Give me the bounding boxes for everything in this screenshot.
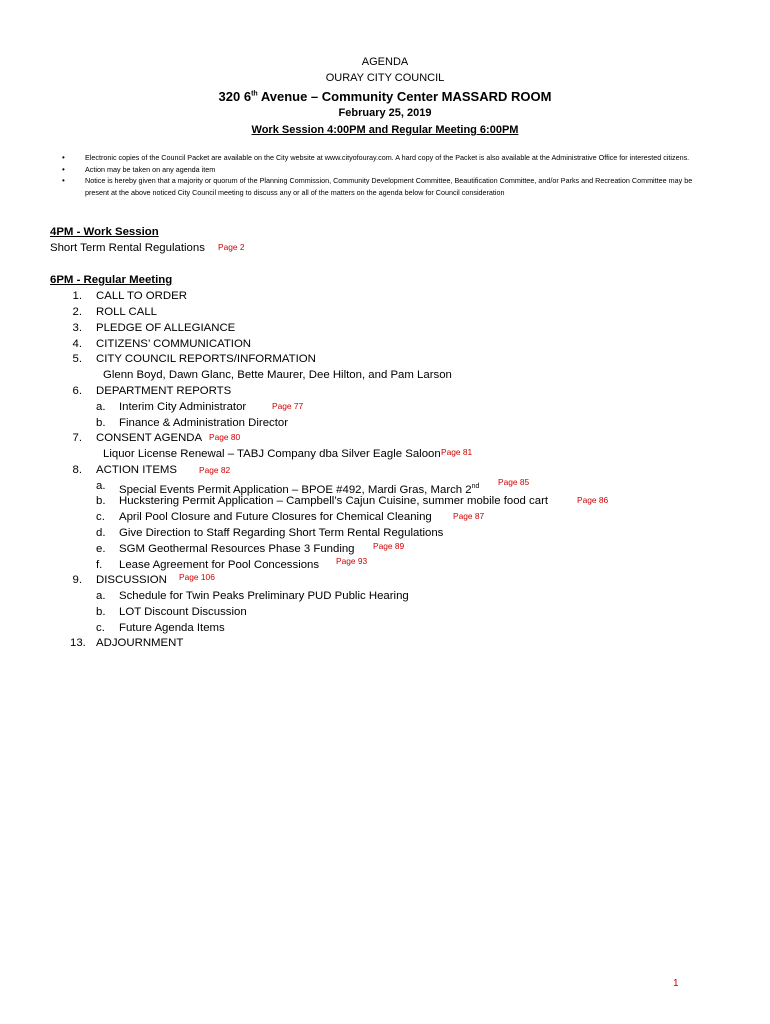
sub-letter: b. bbox=[96, 417, 106, 429]
work-session-heading: 4PM - Work Session bbox=[50, 226, 159, 238]
agenda-title: AGENDA bbox=[361, 56, 409, 68]
meeting-date: February 25, 2019 bbox=[338, 107, 432, 119]
sub-item-future-agenda: Future Agenda Items bbox=[119, 622, 225, 634]
sub-letter: f. bbox=[96, 559, 103, 571]
notice-list bbox=[62, 152, 712, 198]
agenda-item-roll-call: ROLL CALL bbox=[96, 306, 157, 318]
agenda-item-call-to-order: CALL TO ORDER bbox=[96, 290, 187, 302]
sub-item-huckstering: Huckstering Permit Application – Campbell’s Cajun Cuisine, summer mobile food cart bbox=[119, 495, 549, 507]
item-number: 2. bbox=[72, 306, 82, 318]
item-number: 3. bbox=[72, 322, 82, 334]
council-members: Glenn Boyd, Dawn Glanc, Bette Maurer, Dee Hilton, and Pam Larson bbox=[103, 369, 452, 381]
item-number: 13. bbox=[70, 637, 86, 649]
notice-item: • Notice is hereby given that a majority or quorum of the Planning Commission, Community Development Committee, Beautification Committee, and/or Parks and Recreation Committee may be present at the above noticed City Council meeting to discuss any or all of the matters on the agenda below for Council consideration bbox=[62, 175, 712, 198]
agenda-item-citizens: CITIZENS’ COMMUNICATION bbox=[96, 338, 252, 350]
sub-letter: a. bbox=[96, 480, 106, 492]
page-number: 1 bbox=[673, 978, 679, 989]
agenda-item-adjournment: ADJOURNMENT bbox=[96, 637, 184, 649]
item-number: 8. bbox=[72, 464, 82, 476]
sub-letter: b. bbox=[96, 495, 106, 507]
special-events-text: Special Events Permit Application – BPOE #492, Mardi Gras, March 2 bbox=[119, 483, 472, 496]
venue-pre: 320 6 bbox=[218, 89, 252, 104]
sub-item-short-term-rental: Give Direction to Staff Regarding Short Term Rental Regulations bbox=[119, 527, 444, 539]
sub-item-pool-concessions: Lease Agreement for Pool Concessions bbox=[119, 559, 320, 571]
agenda-item-council-reports: CITY COUNCIL REPORTS/INFORMATION bbox=[96, 353, 316, 365]
work-session-item: Short Term Rental Regulations bbox=[50, 242, 205, 254]
sub-item-lot-discount: LOT Discount Discussion bbox=[119, 606, 247, 618]
item-number: 1. bbox=[72, 290, 82, 302]
venue bbox=[0, 89, 770, 104]
sub-letter: c. bbox=[96, 622, 105, 634]
sub-letter: a. bbox=[96, 590, 106, 602]
sub-item-interim-administrator: Interim City Administrator bbox=[119, 401, 247, 413]
sub-letter: b. bbox=[96, 606, 106, 618]
regular-meeting-heading: 6PM - Regular Meeting bbox=[50, 274, 173, 286]
council-name: OURAY CITY COUNCIL bbox=[325, 72, 445, 84]
item-number: 7. bbox=[72, 432, 82, 444]
page-ref: Page 86 bbox=[577, 495, 609, 505]
agenda-item-consent: CONSENT AGENDA bbox=[96, 432, 203, 444]
agenda-item-action: ACTION ITEMS bbox=[96, 464, 178, 476]
item-number: 5. bbox=[72, 353, 82, 365]
liquor-license-item: Liquor License Renewal – TABJ Company dba Silver Eagle Saloon bbox=[103, 448, 441, 460]
item-number: 9. bbox=[72, 574, 82, 586]
item-number: 4. bbox=[72, 338, 82, 350]
sub-item-pool-closure: April Pool Closure and Future Closures for Chemical Cleaning bbox=[119, 511, 432, 523]
page-ref: Page 81 bbox=[441, 447, 473, 457]
agenda-item-pledge: PLEDGE OF ALLEGIANCE bbox=[96, 322, 236, 334]
item-number: 6. bbox=[72, 385, 82, 397]
sub-letter: c. bbox=[96, 511, 105, 523]
venue-post: Avenue – Community Center MASSARD ROOM bbox=[257, 89, 552, 104]
page-ref: Page 2 bbox=[218, 242, 245, 252]
notice-item: • Action may be taken on any agenda item bbox=[62, 164, 712, 176]
session-times: Work Session 4:00PM and Regular Meeting 6:00PM bbox=[251, 124, 519, 136]
sub-item-sgm-geothermal: SGM Geothermal Resources Phase 3 Funding bbox=[119, 543, 355, 555]
special-events-sup: nd bbox=[471, 483, 480, 490]
page-ref: Page 80 bbox=[209, 432, 241, 442]
sub-letter: e. bbox=[96, 543, 106, 555]
agenda-item-discussion: DISCUSSION bbox=[96, 574, 167, 586]
page-ref: Page 82 bbox=[199, 465, 231, 475]
sub-item-finance-director: Finance & Administration Director bbox=[119, 417, 289, 429]
sub-letter: a. bbox=[96, 401, 106, 413]
page-ref: Page 87 bbox=[453, 511, 485, 521]
page-ref: Page 93 bbox=[336, 556, 368, 566]
venue-sup: th bbox=[251, 90, 258, 98]
notice-item: • Electronic copies of the Council Packet are available on the City website at www.cityofouray.com. A hard copy of the Packet is also available at the Administrative Office for interested citizens. bbox=[62, 152, 712, 164]
page-ref: Page 77 bbox=[272, 401, 304, 411]
page-ref: Page 106 bbox=[179, 572, 215, 582]
page-ref: Page 85 bbox=[498, 477, 530, 487]
agenda-item-department-reports: DEPARTMENT REPORTS bbox=[96, 385, 232, 397]
sub-item-twin-peaks: Schedule for Twin Peaks Preliminary PUD Public Hearing bbox=[119, 590, 409, 602]
sub-letter: d. bbox=[96, 527, 106, 539]
page-ref: Page 89 bbox=[373, 541, 405, 551]
